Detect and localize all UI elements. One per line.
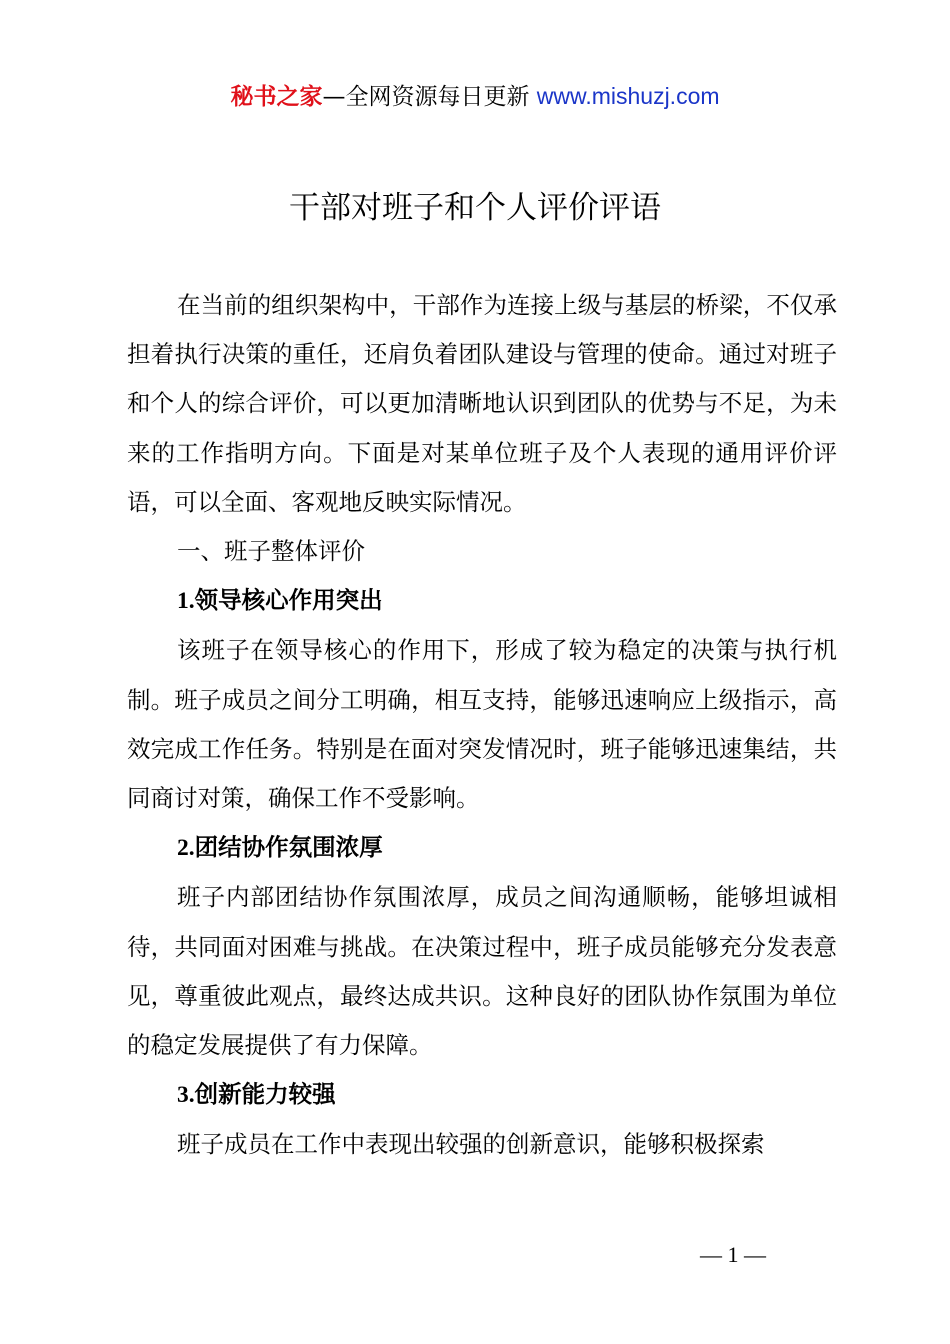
body-paragraph-2: 班子内部团结协作氛围浓厚，成员之间沟通顺畅，能够坦诚相待，共同面对困难与挑战。在决策过程中，班子成员能够充分发表意见，尊重彼此观点，最终达成共识。这种良好的团队协作氛围为单位的稳定发展提供了有力保障。 bbox=[127, 883, 837, 1060]
intro-paragraph: 在当前的组织架构中，干部作为连接上级与基层的桥梁，不仅承担着执行决策的重任，还肩负着团队建设与管理的使命。通过对班子和个人的综合评价，可以更加清晰地认识到团队的优势与不足，为未来的工作指明方向。下面是对某单位班子及个人表现的通用评价评语，可以全面、客观地反映实际情况。 bbox=[127, 291, 837, 516]
site-brand: 秘书之家 bbox=[230, 84, 323, 110]
page-footer bbox=[0, 1238, 950, 1272]
section-heading: 一、班子整体评价 bbox=[177, 537, 365, 566]
site-slogan: —全网资源每日更新 bbox=[322, 84, 530, 110]
subheading-label: 创新能力较强 bbox=[194, 1080, 336, 1109]
subheading-label: 领导核心作用突出 bbox=[194, 586, 383, 615]
document-body bbox=[127, 281, 837, 1170]
subheading-2 bbox=[127, 823, 837, 873]
body-paragraph-1: 该班子在领导核心的作用下，形成了较为稳定的决策与执行机制。班子成员之间分工明确，相互支持，能够迅速响应上级指示，高效完成工作任务。特别是在面对突发情况时，班子能够迅速集结，共同商讨对策，确保工作不受影响。 bbox=[127, 636, 837, 813]
subheading-3 bbox=[127, 1070, 837, 1120]
site-url-link[interactable]: www.mishuzj.com bbox=[536, 83, 720, 109]
site-banner bbox=[0, 78, 950, 114]
subheading-number: 3. bbox=[177, 1082, 195, 1109]
subheading-number: 2. bbox=[177, 835, 195, 862]
document-title: 干部对班子和个人评价评语 bbox=[289, 190, 661, 226]
page-number: — 1 — bbox=[700, 1242, 766, 1267]
subheading-number: 1. bbox=[177, 588, 195, 615]
subheading-1 bbox=[127, 576, 837, 626]
body-paragraph-3: 班子成员在工作中表现出较强的创新意识，能够积极探索 bbox=[177, 1130, 765, 1159]
subheading-label: 团结协作氛围浓厚 bbox=[194, 833, 383, 862]
